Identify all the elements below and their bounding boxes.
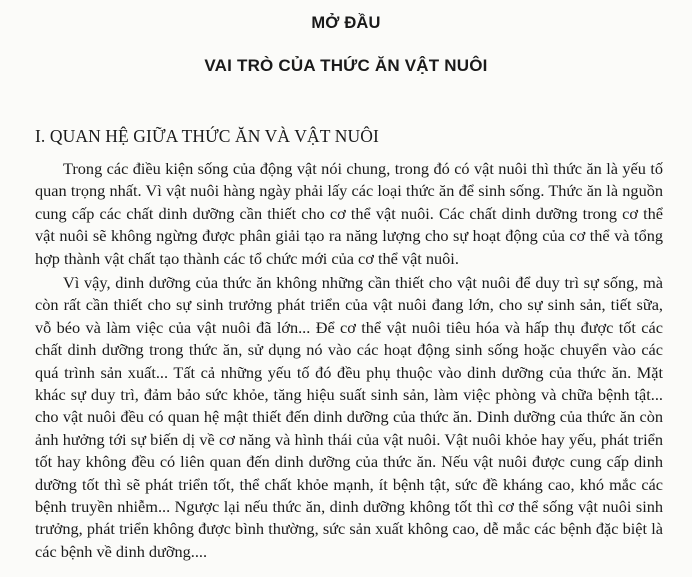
paragraph-2: Vì vậy, dinh dưỡng của thức ăn không những cần thiết cho vật nuôi để duy trì sự sống, mà còn rất cần thiết cho sự sinh trưởng phát triển của vật nuôi đang lớn, cho sự sinh sản, tiết sữa, vỗ béo và làm việc của vật nuôi đã lớn... Để cơ thể vật nuôi tiêu hóa và hấp thụ được tốt các chất dinh dưỡng trong thức ăn, sử dụng nó vào các hoạt động sinh sống hoặc chuyển vào các quá trình sản xuất... Tất cả những yếu tố đó đều phụ thuộc vào dinh dưỡng của thức ăn. Mặt khác sự duy trì, đảm bảo sức khỏe, tăng hiệu suất sinh sản, làm việc phòng và chữa bệnh tật... cho vật nuôi đều có quan hệ mật thiết đến dinh dưỡng của thức ăn. Dinh dưỡng của thức ăn còn ảnh hưởng tới sự biến dị về cơ năng và hình thái của vật nuôi. Vật nuôi khỏe hay yếu, phát triển tốt hay không đều có liên quan đến dinh dưỡng của thức ăn. Nếu vật nuôi được cung cấp dinh dưỡng tốt thì sẽ phát triển tốt, thể chất khỏe mạnh, ít bệnh tật, sức đề kháng cao, khó mắc các bệnh truyền nhiễm... Ngược lại nếu thức ăn, dinh dưỡng không tốt thì cơ thể sống vật nuôi sinh trưởng, phát triển không được bình thường, sức sản xuất không cao, dễ mắc các bệnh đặc biệt là các bệnh về dinh dưỡng.... (35, 273, 663, 561)
section-heading: I. QUAN HỆ GIỮA THỨC ĂN VÀ VẬT NUÔI (35, 126, 379, 146)
paragraph-1: Trong các điều kiện sống của động vật nói chung, trong đó có vật nuôi thì thức ăn là yếu tố quan trọng nhất. Vì vật nuôi hàng ngày phải lấy các loại thức ăn để sinh sống. Thức ăn là nguồn cung cấp các chất dinh dưỡng cần thiết cho cơ thể vật nuôi. Các chất dinh dưỡng trong cơ thể vật nuôi sẽ không ngừng được phân giải tạo ra năng lượng cho sự hoạt động của cơ thể và tổng hợp thành vật chất tạo thành các tổ chức mới của cơ thể vật nuôi. (35, 159, 663, 268)
chapter-kicker: MỞ ĐẦU (311, 14, 381, 32)
chapter-title: VAI TRÒ CỦA THỨC ĂN VẬT NUÔI (204, 56, 488, 75)
